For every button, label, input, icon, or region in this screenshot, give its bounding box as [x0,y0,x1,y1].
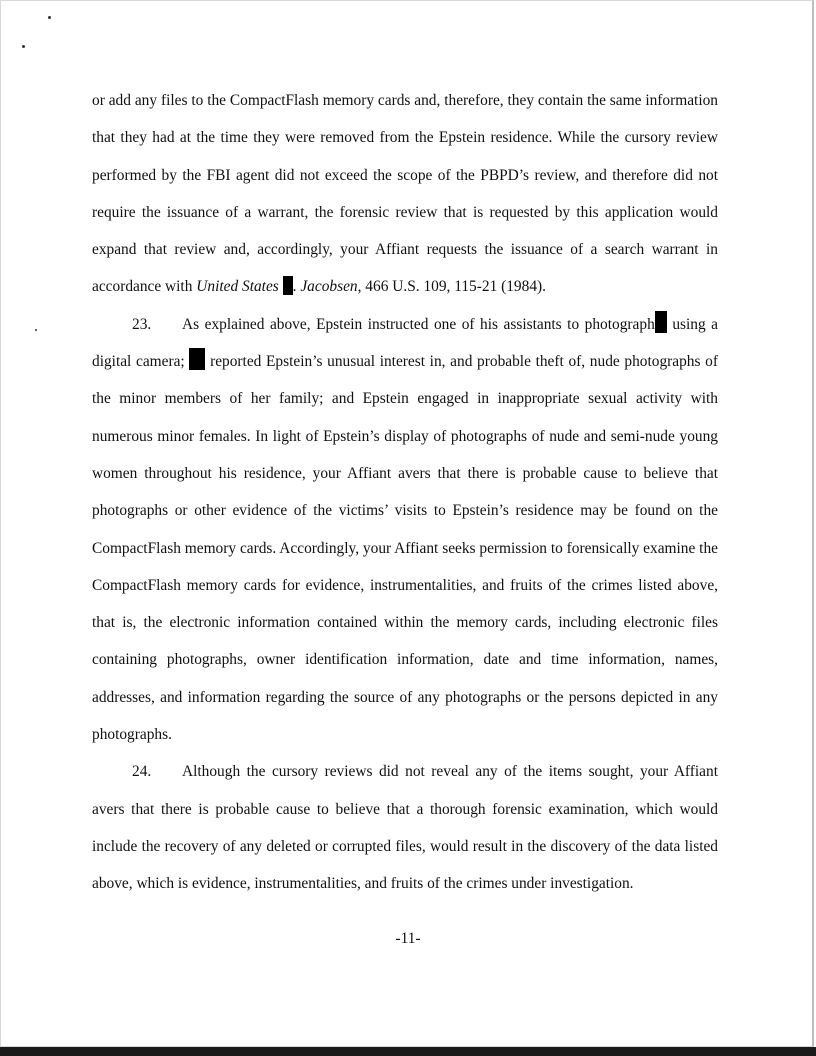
scan-speck [22,45,25,48]
paragraph-23 [92,306,718,754]
paragraph-text: or add any files to the CompactFlash memory cards and, therefore, they contain the same information that they had at the time they were removed from the Epstein residence. While the cursory review performed by the FBI agent did not exceed the scope of the PBPD’s review, and therefore did not require the issuance of a warrant, the forensic review that is requested by this application would expand that review and, accordingly, your Affiant requests the issuance of a search warrant in accordance with [92,92,718,296]
paragraph-24 [92,753,718,902]
redaction-block [189,348,205,370]
scan-bottom-edge [0,1047,816,1056]
paragraph-continuation [92,82,718,306]
paragraph-number: 23. [132,315,152,333]
case-name-second: Jacobsen [300,278,358,296]
redaction-block [283,276,293,295]
paragraph-text: As explained above, Epstein instructed one of his assistants to photograph [182,315,655,333]
page-number: -11- [395,930,421,947]
document-body [92,82,718,903]
scan-speck [35,329,37,331]
redaction-block [655,311,667,333]
citation-text: , 466 U.S. 109, 115-21 (1984). [357,278,546,296]
paragraph-text: Although the cursory reviews did not reveal any of the items sought, your Affiant avers that there is probable cause to believe that a thorough forensic examination, which would include the recovery of any deleted or corrupted files, would result in the discovery of the data listed above, which is evidence, instrumentalities, and fruits of the crimes under investigation. [92,763,718,893]
paragraph-text: using a digital camera; [92,315,719,371]
case-separator: . [292,278,297,296]
paragraph-number: 24. [132,763,152,781]
case-name-first: United States [196,278,279,296]
paragraph-text: reported Epstein’s unusual interest in, and probable theft of, nude photographs of the minor members of her family; and Epstein engaged in inappropriate sexual activity with numerous minor females. In light of Epstein’s display of photographs of nude and semi-nude young women throughout his residence, your Affiant avers that there is probable cause to believe that photographs or other evidence of the victims’ visits to Epstein’s residence may be found on the CompactFlash memory cards. Accordingly, your Affiant seeks permission to forensically examine the CompactFlash memory cards for evidence, instrumentalities, and fruits of the crimes listed above, that is, the electronic information contained within the memory cards, including electronic files containing photographs, owner identification information, date and time information, names, addresses, and information regarding the source of any photographs or the persons depicted in any photographs. [92,353,718,744]
scan-speck [48,16,51,19]
